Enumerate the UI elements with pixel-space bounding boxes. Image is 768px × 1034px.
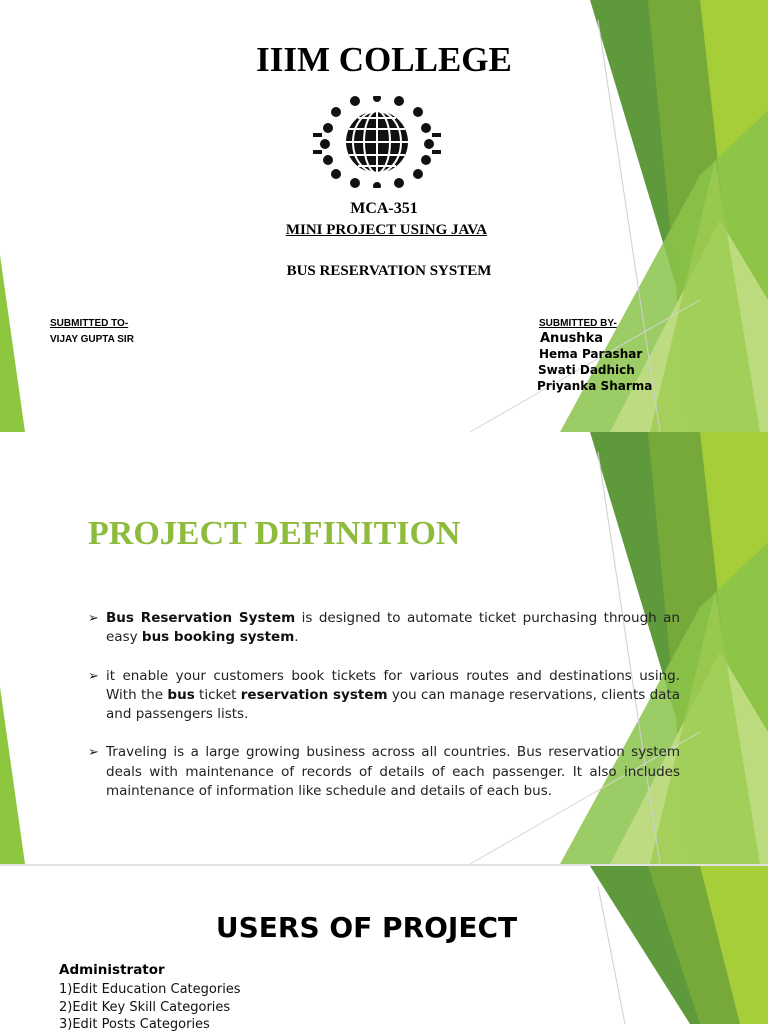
title-slide (0, 0, 768, 432)
bullet-item (88, 609, 680, 648)
course-title: MINI PROJECT USING JAVA (285, 222, 488, 238)
bold-text-segment: Bus Reservation System (106, 610, 296, 626)
submitter-name: Priyanka Sharma (537, 379, 653, 393)
slide-title: PROJECT DEFINITION (88, 515, 461, 552)
list-item: 3)Edit Posts Categories (59, 1017, 210, 1032)
arrow-bullet-icon: ➢ (88, 611, 99, 626)
submitter-name: Anushka (540, 331, 603, 346)
text-segment: Traveling is a large growing business across all countries. Bus reservation system deals with maintenance of records of details of each passenger. It also includes maintenance of information like schedule and details of each bus. (106, 744, 680, 800)
submitted-to-label: SUBMITTED TO- (50, 318, 129, 329)
slide-title: USERS OF PROJECT (215, 911, 518, 944)
course-code: MCA-351 (350, 200, 418, 217)
text-segment: . (294, 629, 299, 646)
text-segment: it enable your customers book tickets for various routes and destinations using. With the (106, 667, 680, 703)
bold-text-segment: bus (167, 686, 195, 703)
list-item: 2)Edit Key Skill Categories (59, 999, 231, 1015)
college-title: IIIM COLLEGE (256, 40, 512, 79)
bold-text-segment: bus booking system (141, 629, 295, 646)
submitted-to-name: VIJAY GUPTA SIR (50, 334, 134, 345)
text-segment: ticket (194, 686, 241, 703)
bullet-text (106, 609, 680, 648)
bullet-text (106, 743, 680, 801)
definition-bullet-list (88, 609, 680, 820)
text-segment: you can manage reservations, clients data and passengers lists. (106, 686, 680, 723)
bullet-item (88, 667, 680, 725)
text-segment: is designed to automate ticket purchasing through an easy (106, 610, 680, 646)
arrow-bullet-icon: ➢ (88, 745, 99, 761)
project-title: BUS RESERVATION SYSTEM (286, 263, 492, 279)
submitted-by-label: SUBMITTED BY- (539, 318, 617, 329)
admin-heading: Administrator (59, 962, 165, 978)
submitter-name: Hema Parashar (539, 347, 643, 361)
admin-task-list (59, 981, 241, 1034)
bullet-item (88, 743, 680, 801)
arrow-bullet-icon: ➢ (88, 668, 99, 684)
list-item: 1)Edit Education Categories (59, 982, 241, 997)
bullet-text (106, 667, 680, 725)
submitter-name: Swati Dadhich (538, 363, 635, 377)
bold-text-segment: reservation system (240, 686, 388, 703)
college-logo (312, 96, 442, 188)
